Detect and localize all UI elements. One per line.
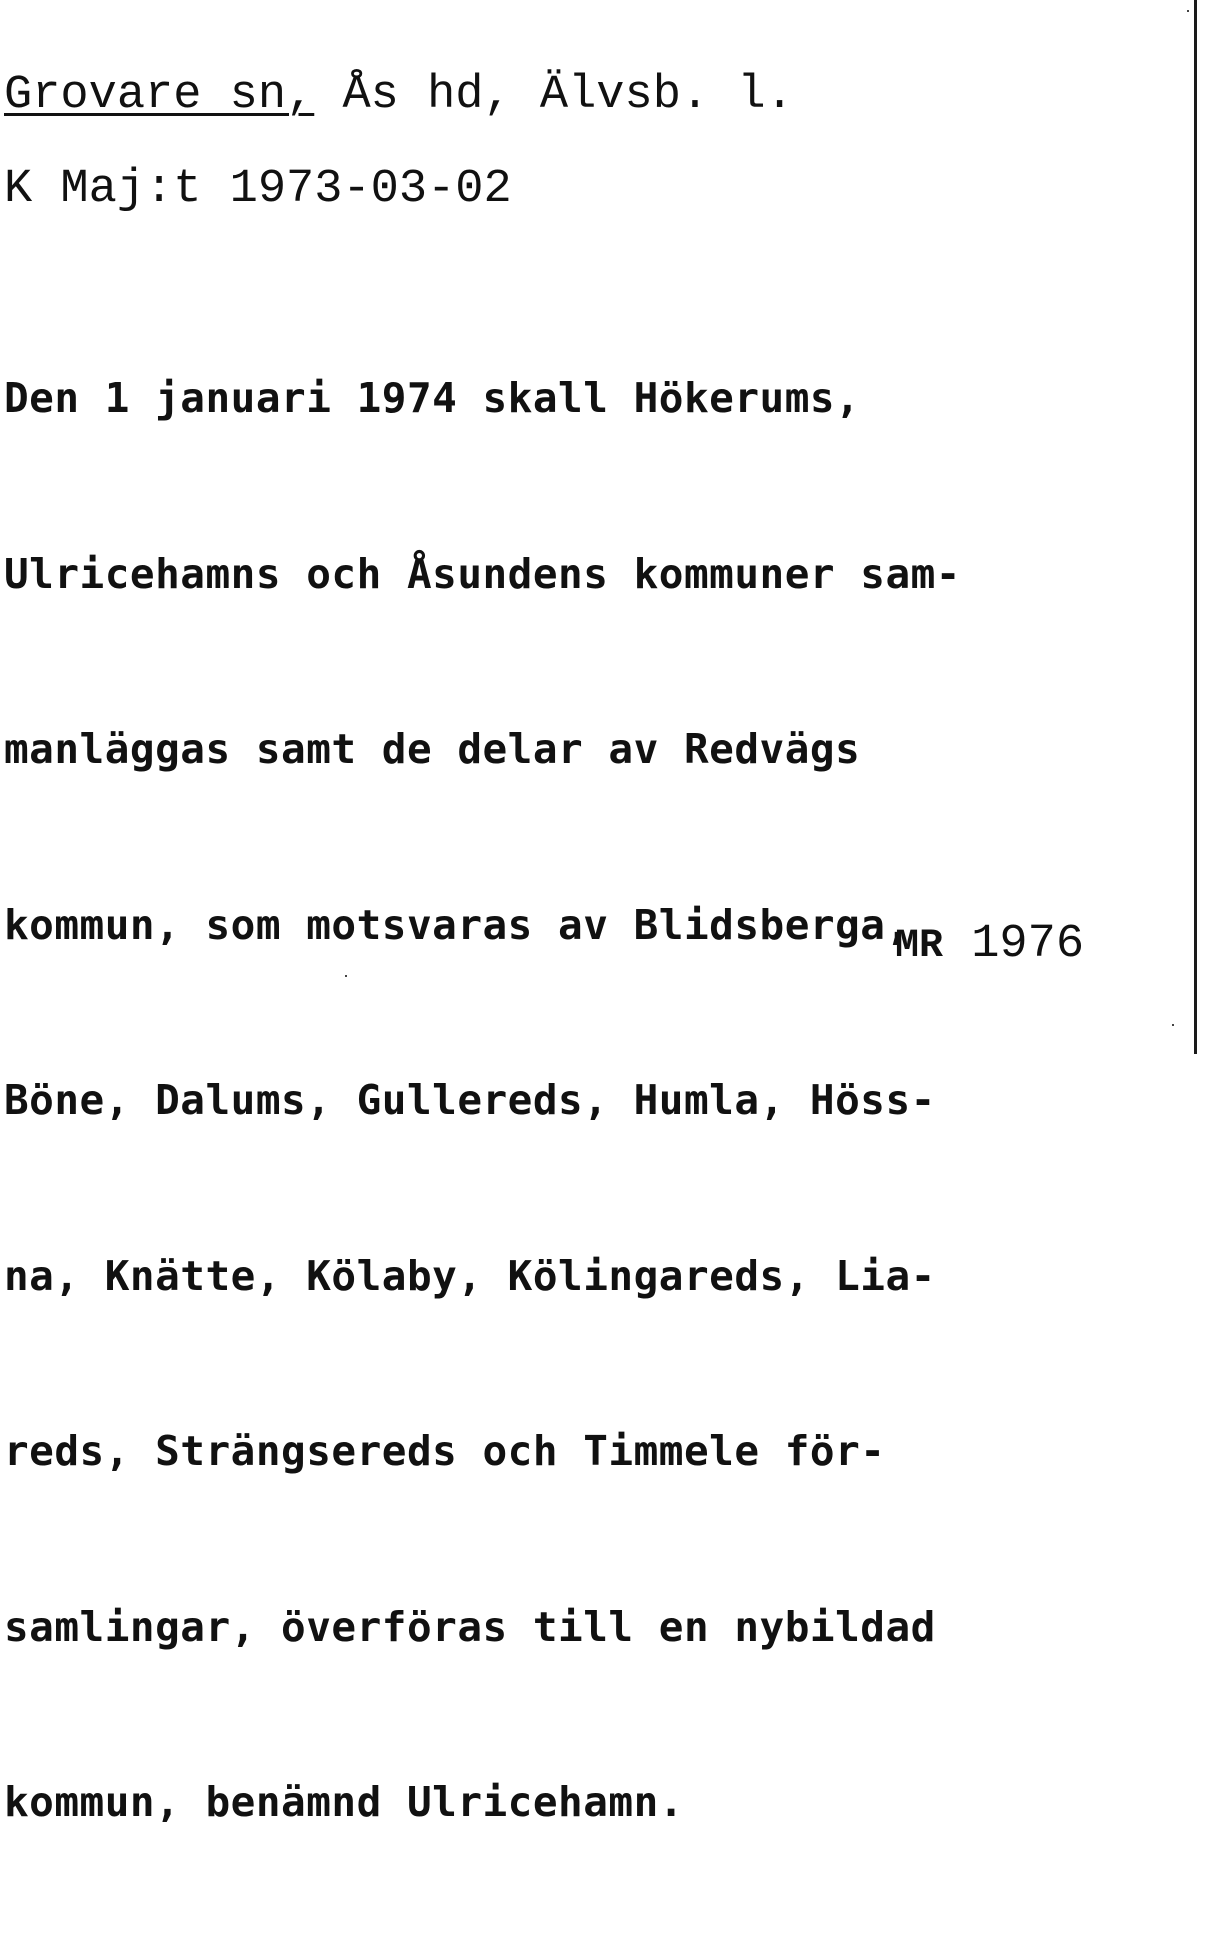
body-line: Den 1 januari 1974 skall Hökerums,	[4, 374, 861, 422]
dust-speck	[1187, 10, 1189, 12]
dust-speck	[345, 975, 347, 977]
body-line: kommun, som motsvaras av Blidsberga,	[4, 900, 911, 949]
body-line: Böne, Dalums, Gullereds, Humla, Höss-	[4, 1076, 936, 1124]
signature-year: 1976	[943, 918, 1085, 971]
decision-reference: K Maj:t 1973-03-02	[4, 163, 512, 216]
body-line: reds, Strängsereds och Timmele för-	[4, 1427, 886, 1475]
body-line: samlingar, överföras till en nybildad	[4, 1602, 936, 1651]
body-line: kommun, benämnd Ulricehamn.	[4, 1778, 684, 1826]
parish-name: Grovare sn,	[4, 69, 315, 122]
body-line: Ulricehamns och Åsundens kommuner sam-	[4, 549, 961, 598]
body-line: manläggas samt de delar av Redvägs	[4, 725, 861, 773]
dust-speck	[1172, 1024, 1174, 1026]
body-line: na, Knätte, Kölaby, Kölingareds, Lia-	[4, 1251, 936, 1300]
card-header	[4, 66, 794, 126]
card-edge-line	[1194, 0, 1197, 1054]
signature	[895, 915, 1084, 977]
signature-initials: MR	[895, 924, 944, 969]
header-location: Ås hd, Älvsb. l.	[314, 69, 794, 122]
card-body-text	[4, 252, 1194, 1949]
